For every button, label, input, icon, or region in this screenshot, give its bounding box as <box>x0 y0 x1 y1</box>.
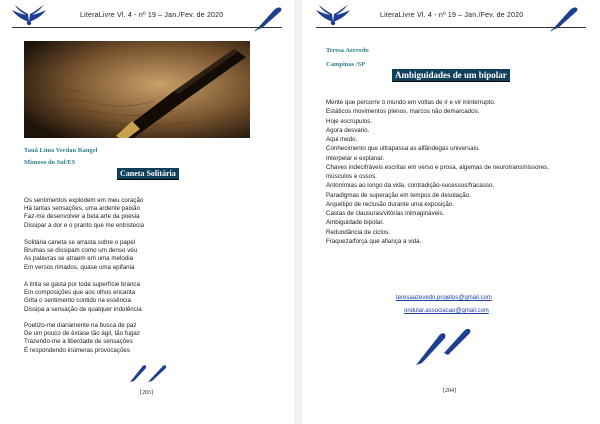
author-name: Teresa Azevedo <box>326 47 369 54</box>
association-email-link[interactable]: ondular.associacao@gmail.com <box>404 308 489 314</box>
journal-header-title: LiteraLivre Vl. 4 - nº 19 – Jan./Fev. de 2020 <box>380 12 524 19</box>
left-page <box>0 0 292 424</box>
verse-line: Poetizo-me diariamente na busca de paz <box>24 322 137 329</box>
header-rule <box>12 27 282 28</box>
verse-line: Interpelar e explanar. <box>326 154 385 162</box>
stanza <box>24 322 140 355</box>
verse-line: Estáticos movimentos plenos, marcos não demarcados. <box>326 108 480 116</box>
quill-pair-icon <box>414 325 474 367</box>
author-email-link[interactable]: teresaazevedo.projetos@gmail.com <box>396 295 492 301</box>
verse-line: É respondendo inúmeras provocações <box>24 346 130 354</box>
verse-line: Mente que percorre o mundo em voltas de ir e vir ininterrupto. <box>326 99 496 106</box>
verse-line: Arquétipo de reclusão durante uma exposição. <box>326 200 454 208</box>
page-number: [203] <box>140 390 153 396</box>
fountain-pen-photo <box>24 41 250 138</box>
stanza <box>24 239 137 272</box>
right-page <box>304 0 596 424</box>
verse-line: De um pouco de êxtase tão ágil, tão fugaz <box>24 330 140 338</box>
winged-logo-icon <box>314 4 352 28</box>
verse-line: Há tantas sensações, uma ardente paixão <box>24 205 140 213</box>
verse-line: Ambiguidade bipolar. <box>326 219 384 227</box>
verse-line: Conhecimento que ultrapassa as alfândegas universais. <box>326 145 480 153</box>
verse-line: Trazendo-me a liberdade de sensações <box>24 338 133 346</box>
verse-line: Castas de clausuras/vitórias inimagináveis. <box>326 210 445 217</box>
author-location: Campinas /SP <box>326 61 366 68</box>
verse-line: A tinta se gasta por toda superfície branca <box>24 281 140 288</box>
verse-line: Faz-me desenvolver a bela arte da poesia <box>24 213 140 221</box>
author-name: Tauã Lima Verdan Rangel <box>24 147 98 154</box>
poem-title: Ambiguidades de um bipolar <box>392 69 510 82</box>
journal-header-title: LiteraLivre Vl. 4 - nº 19 – Jan./Fev. de 2020 <box>80 12 224 19</box>
verse-line: Agora desvario. <box>326 126 370 134</box>
verse-line: Aqui medo. <box>326 136 358 143</box>
verse-line: Grita o sentimento contido na essência <box>24 297 131 305</box>
poem-body <box>326 98 549 246</box>
stanza <box>24 281 142 314</box>
verse-line: Antonímias ao longo da vida, contradição-sucessos/fracasso. <box>326 182 495 190</box>
verse-line: Chaves indecifráveis escritas em verso e prosa, algemas de neurotransmissores, <box>326 163 549 171</box>
verse-line: Em composições que aos olhos encanta <box>24 289 136 297</box>
author-location: Mimoso do Sul/ES <box>24 159 76 166</box>
verse-line: Fraqueza/força que afiança a vida. <box>326 237 422 245</box>
verse-line: Solitária caneta se arrasta sobre o papel <box>24 239 136 246</box>
winged-logo-icon <box>10 4 48 28</box>
stanza <box>24 197 144 230</box>
verse-line: Redundância de ciclos. <box>326 228 390 236</box>
verse-line: Dissipa a sensação de qualquer indolência <box>24 305 142 313</box>
page-number: [204] <box>443 388 456 394</box>
verse-line: As palavras se atraem em uma melodia <box>24 255 134 263</box>
verse-line: Paradigmas de superação em tempos de desolação. <box>326 191 471 199</box>
verse-line: Hoje escrúpulos. <box>326 117 373 125</box>
verse-line: Os sentimentos explodem em meu coração <box>24 197 144 204</box>
verse-line: Brumas se dissipam como um denso véu <box>24 247 138 255</box>
page-gutter <box>294 0 302 424</box>
verse-line: Dissipar a dor e o pranto que me entristecia <box>24 221 145 229</box>
poem-title: Caneta Solitária <box>117 168 179 180</box>
header-rule <box>316 27 586 28</box>
quill-pen-icon <box>254 6 284 32</box>
verse-line: músculos e ossos. <box>326 173 377 180</box>
quill-pair-icon <box>128 363 170 383</box>
verse-line: Em versos rimados, quase uma epifania <box>24 263 135 271</box>
quill-pen-icon <box>550 6 580 32</box>
